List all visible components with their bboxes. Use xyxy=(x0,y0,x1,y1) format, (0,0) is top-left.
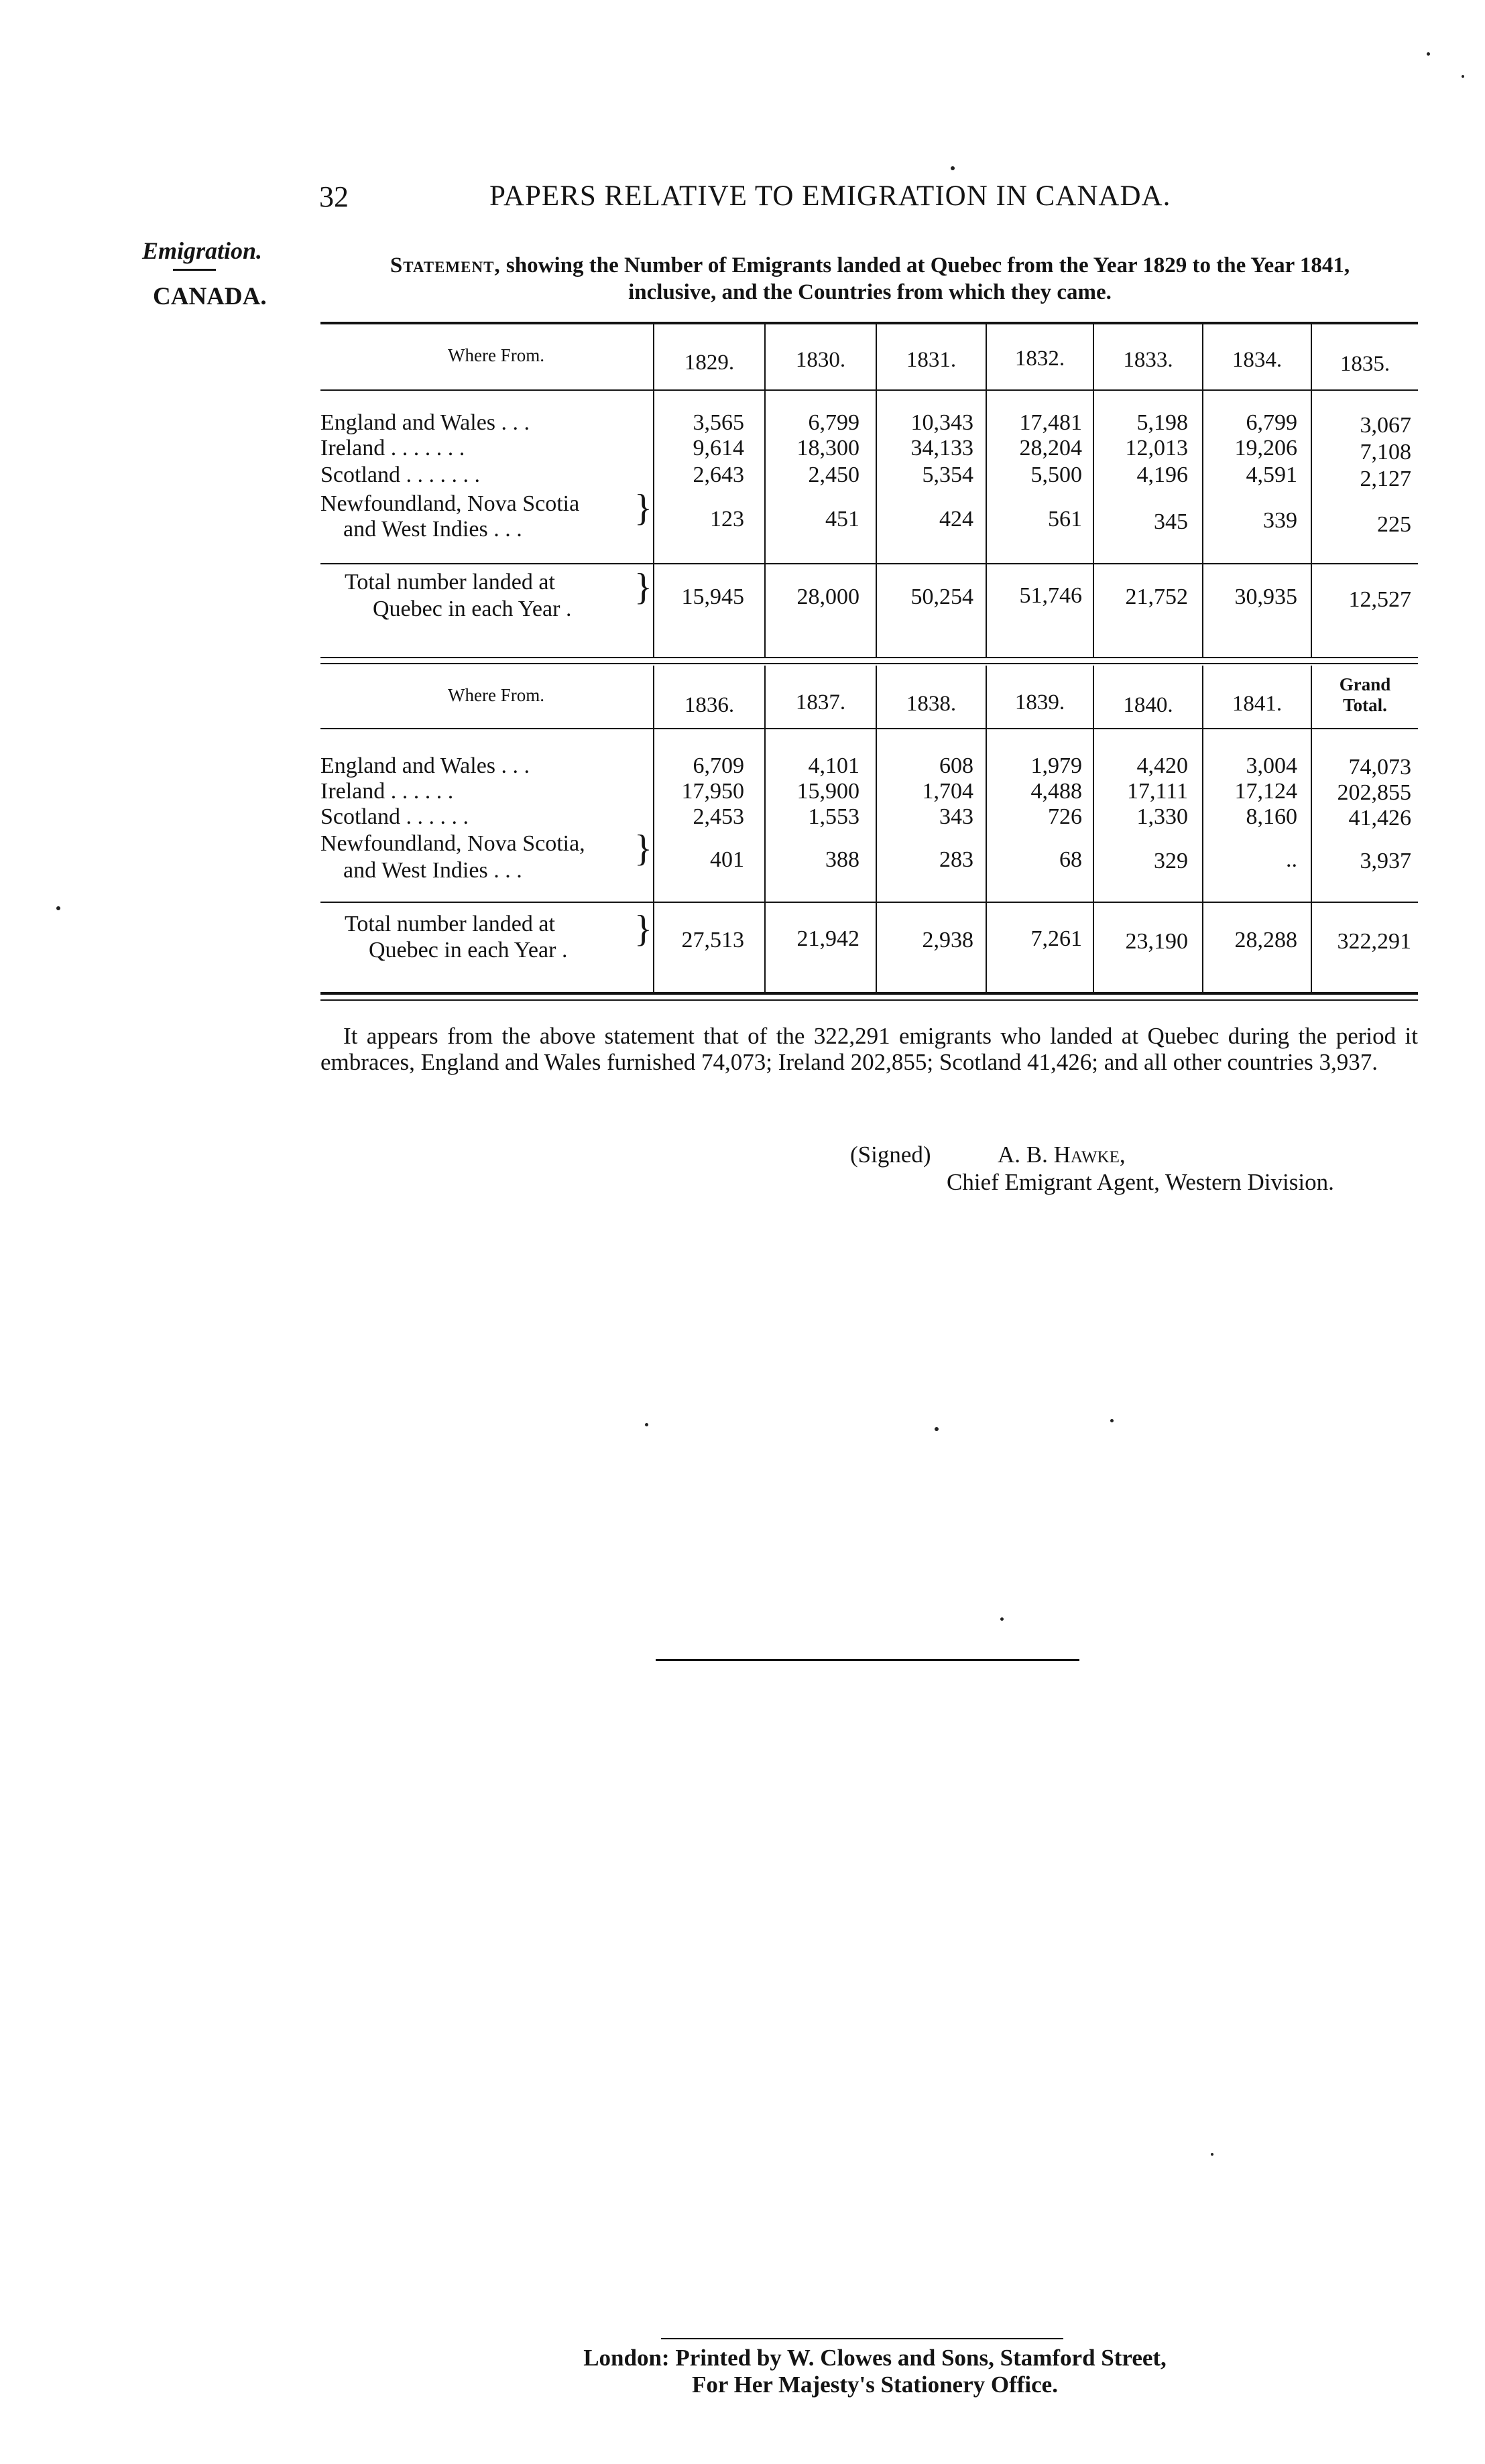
year-header: 1831. xyxy=(906,348,957,372)
year-header: 1838. xyxy=(906,692,957,716)
table-cell: 345 xyxy=(1154,509,1188,534)
row-label: Scotland . . . . . . xyxy=(320,804,469,829)
total-cell: 21,942 xyxy=(796,926,859,951)
scan-speck xyxy=(645,1423,648,1426)
row-label: Ireland . . . . . . xyxy=(320,779,454,804)
table-cell: 19,206 xyxy=(1234,436,1297,460)
table-cell: 4,591 xyxy=(1246,463,1297,487)
table-cell: 18,300 xyxy=(796,436,859,460)
table-cell: 10,343 xyxy=(910,410,973,435)
closing-rule xyxy=(656,1659,1079,1661)
table-cell: 17,124 xyxy=(1234,779,1297,804)
statement-caption xyxy=(322,252,1418,306)
table-cell: 388 xyxy=(825,847,859,872)
brace: } xyxy=(634,566,652,608)
margin-topic: Emigration. xyxy=(142,237,263,264)
page-number: 32 xyxy=(319,180,349,213)
total-cell: 7,261 xyxy=(1030,926,1082,951)
table-cell: 3,004 xyxy=(1246,753,1297,778)
table-cell: 1,553 xyxy=(808,804,859,829)
table-cell: 41,426 xyxy=(1348,806,1411,830)
year-header: 1832. xyxy=(1014,347,1065,371)
table-cell: 5,500 xyxy=(1030,463,1082,487)
table-cell: 6,709 xyxy=(693,753,744,778)
table-cell: 74,073 xyxy=(1348,755,1411,780)
table-cell: 12,013 xyxy=(1125,436,1188,460)
grand-label: Grand xyxy=(1339,674,1391,694)
table-cell: 6,799 xyxy=(808,410,859,435)
table-cell: 6,799 xyxy=(1246,410,1297,435)
table-rule xyxy=(320,563,1418,564)
row-label: and West Indies . . . xyxy=(343,858,522,883)
signer-title: Chief Emigrant Agent, Western Division. xyxy=(947,1169,1334,1195)
total-cell: 30,935 xyxy=(1234,584,1297,609)
where-from-header: Where From. xyxy=(448,345,544,365)
table-cell: 34,133 xyxy=(910,436,973,460)
table-cell: 4,101 xyxy=(808,753,859,778)
year-header: 1840. xyxy=(1123,693,1173,717)
table-cell: 8,160 xyxy=(1246,804,1297,829)
imprint-rule xyxy=(661,2338,1063,2339)
table-cell: 5,198 xyxy=(1136,410,1188,435)
table-cell: 339 xyxy=(1263,508,1297,533)
row-label: Newfoundland, Nova Scotia xyxy=(320,491,580,516)
table-cell: 4,488 xyxy=(1030,779,1082,804)
table-cell: 28,204 xyxy=(1019,436,1082,460)
table-cell: 68 xyxy=(1059,847,1082,872)
total-cell: 50,254 xyxy=(910,584,973,609)
table-cell: 202,855 xyxy=(1337,780,1411,805)
running-head: PAPERS RELATIVE TO EMIGRATION IN CANADA. xyxy=(489,180,1171,212)
scan-speck xyxy=(951,166,955,170)
row-label: and West Indies . . . xyxy=(343,517,522,542)
total-cell: 12,527 xyxy=(1348,587,1411,612)
scan-speck xyxy=(1000,1617,1004,1621)
table-rule xyxy=(320,657,1418,658)
table-cell: 9,614 xyxy=(693,436,744,460)
scan-speck xyxy=(1211,2153,1213,2156)
statement-line2: inclusive, and the Countries from which they came. xyxy=(628,280,1112,304)
table-rule xyxy=(320,999,1418,1001)
total-label: Total number landed at xyxy=(345,912,555,936)
row-label: Ireland . . . . . . . xyxy=(320,436,465,460)
scan-speck xyxy=(1110,1419,1114,1422)
table-cell: 15,900 xyxy=(796,779,859,804)
table-cell: 1,979 xyxy=(1030,753,1082,778)
row-label: England and Wales . . . xyxy=(320,753,530,778)
statement-lead: Statement, xyxy=(390,253,501,278)
table-cell: 401 xyxy=(710,847,744,872)
summary-text: It appears from the above statement that of the 322,291 emigrants who landed at Quebec during the period it embraces, England and Wales furnished 74,073; Ireland 202,855; Scotland 41,426; and all other countries 3,937. xyxy=(320,1023,1418,1075)
signer-name: A. B. Hawke, xyxy=(998,1142,1126,1168)
total-cell: 15,945 xyxy=(681,584,744,609)
table-cell: 451 xyxy=(825,507,859,532)
scan-speck xyxy=(935,1427,939,1431)
table-cell: 2,453 xyxy=(693,804,744,829)
total-cell: 23,190 xyxy=(1125,929,1188,954)
table-cell: 1,330 xyxy=(1136,804,1188,829)
table-cell: 7,108 xyxy=(1360,440,1411,465)
table-cell: 5,354 xyxy=(922,463,973,487)
row-label: England and Wales . . . xyxy=(320,410,530,435)
total-label: Quebec in each Year . xyxy=(373,597,572,621)
total-label-header: Total. xyxy=(1343,695,1387,715)
scan-speck xyxy=(1462,75,1464,78)
table-rule xyxy=(320,728,1418,729)
row-label: Scotland . . . . . . . xyxy=(320,463,480,487)
margin-region: CANADA. xyxy=(153,283,267,310)
table-cell: 3,565 xyxy=(693,410,744,435)
brace: } xyxy=(634,828,652,869)
summary-paragraph xyxy=(320,1023,1418,1075)
table-cell: .. xyxy=(1286,847,1297,872)
where-from-header: Where From. xyxy=(448,685,544,705)
margin-rule xyxy=(173,269,216,271)
year-header: 1829. xyxy=(684,351,735,375)
table-cell: 4,196 xyxy=(1136,463,1188,487)
table-cell: 2,127 xyxy=(1360,467,1411,491)
table-cell: 561 xyxy=(1048,507,1082,532)
scan-speck xyxy=(56,906,60,910)
total-cell: 27,513 xyxy=(681,928,744,952)
year-header: 1841. xyxy=(1232,692,1283,716)
table-cell: 3,937 xyxy=(1360,849,1411,873)
table-cell: 329 xyxy=(1154,849,1188,873)
total-cell: 28,000 xyxy=(796,584,859,609)
brace: } xyxy=(634,487,652,529)
year-header: 1836. xyxy=(684,693,735,717)
table-cell: 17,950 xyxy=(681,779,744,804)
table-cell: 123 xyxy=(710,507,744,532)
year-header: 1830. xyxy=(795,348,846,372)
total-label: Total number landed at xyxy=(345,570,555,595)
table-cell: 2,450 xyxy=(808,463,859,487)
year-header: 1837. xyxy=(795,690,846,715)
total-cell: 51,746 xyxy=(1019,583,1082,608)
table-cell: 225 xyxy=(1377,512,1411,537)
table-cell: 283 xyxy=(939,847,973,872)
table-cell: 726 xyxy=(1048,804,1082,829)
table-rule xyxy=(320,902,1418,903)
table-cell: 1,704 xyxy=(922,779,973,804)
brace: } xyxy=(634,908,652,950)
table-cell: 343 xyxy=(939,804,973,829)
scan-speck xyxy=(1427,52,1430,56)
total-cell: 28,288 xyxy=(1234,928,1297,952)
year-header: 1839. xyxy=(1014,690,1065,715)
year-header: 1835. xyxy=(1340,352,1390,376)
total-cell: 21,752 xyxy=(1125,584,1188,609)
year-header: 1833. xyxy=(1123,348,1173,372)
imprint-line-1: London: Printed by W. Clowes and Sons, Stamford Street, xyxy=(583,2345,1167,2371)
table-cell: 17,111 xyxy=(1127,779,1188,804)
total-label: Quebec in each Year . xyxy=(369,938,568,963)
table-rule xyxy=(320,992,1418,995)
imprint-line-2: For Her Majesty's Stationery Office. xyxy=(692,2371,1058,2398)
table-cell: 608 xyxy=(939,753,973,778)
table-cell: 3,067 xyxy=(1360,413,1411,438)
signed-label: (Signed) xyxy=(850,1142,931,1168)
total-cell: 322,291 xyxy=(1337,929,1411,954)
table-cell: 424 xyxy=(939,507,973,532)
table-cell: 4,420 xyxy=(1136,753,1188,778)
table-rule xyxy=(320,663,1418,664)
table-cell: 2,643 xyxy=(693,463,744,487)
table-cell: 17,481 xyxy=(1019,410,1082,435)
grand-total-header xyxy=(1312,674,1418,716)
row-label: Newfoundland, Nova Scotia, xyxy=(320,831,585,856)
table-rule xyxy=(320,322,1418,324)
year-header: 1834. xyxy=(1232,348,1283,372)
statement-line1: showing the Number of Emigrants landed at Quebec from the Year 1829 to the Year 1841, xyxy=(506,253,1350,278)
total-cell: 2,938 xyxy=(922,928,973,952)
table-rule xyxy=(320,389,1418,391)
